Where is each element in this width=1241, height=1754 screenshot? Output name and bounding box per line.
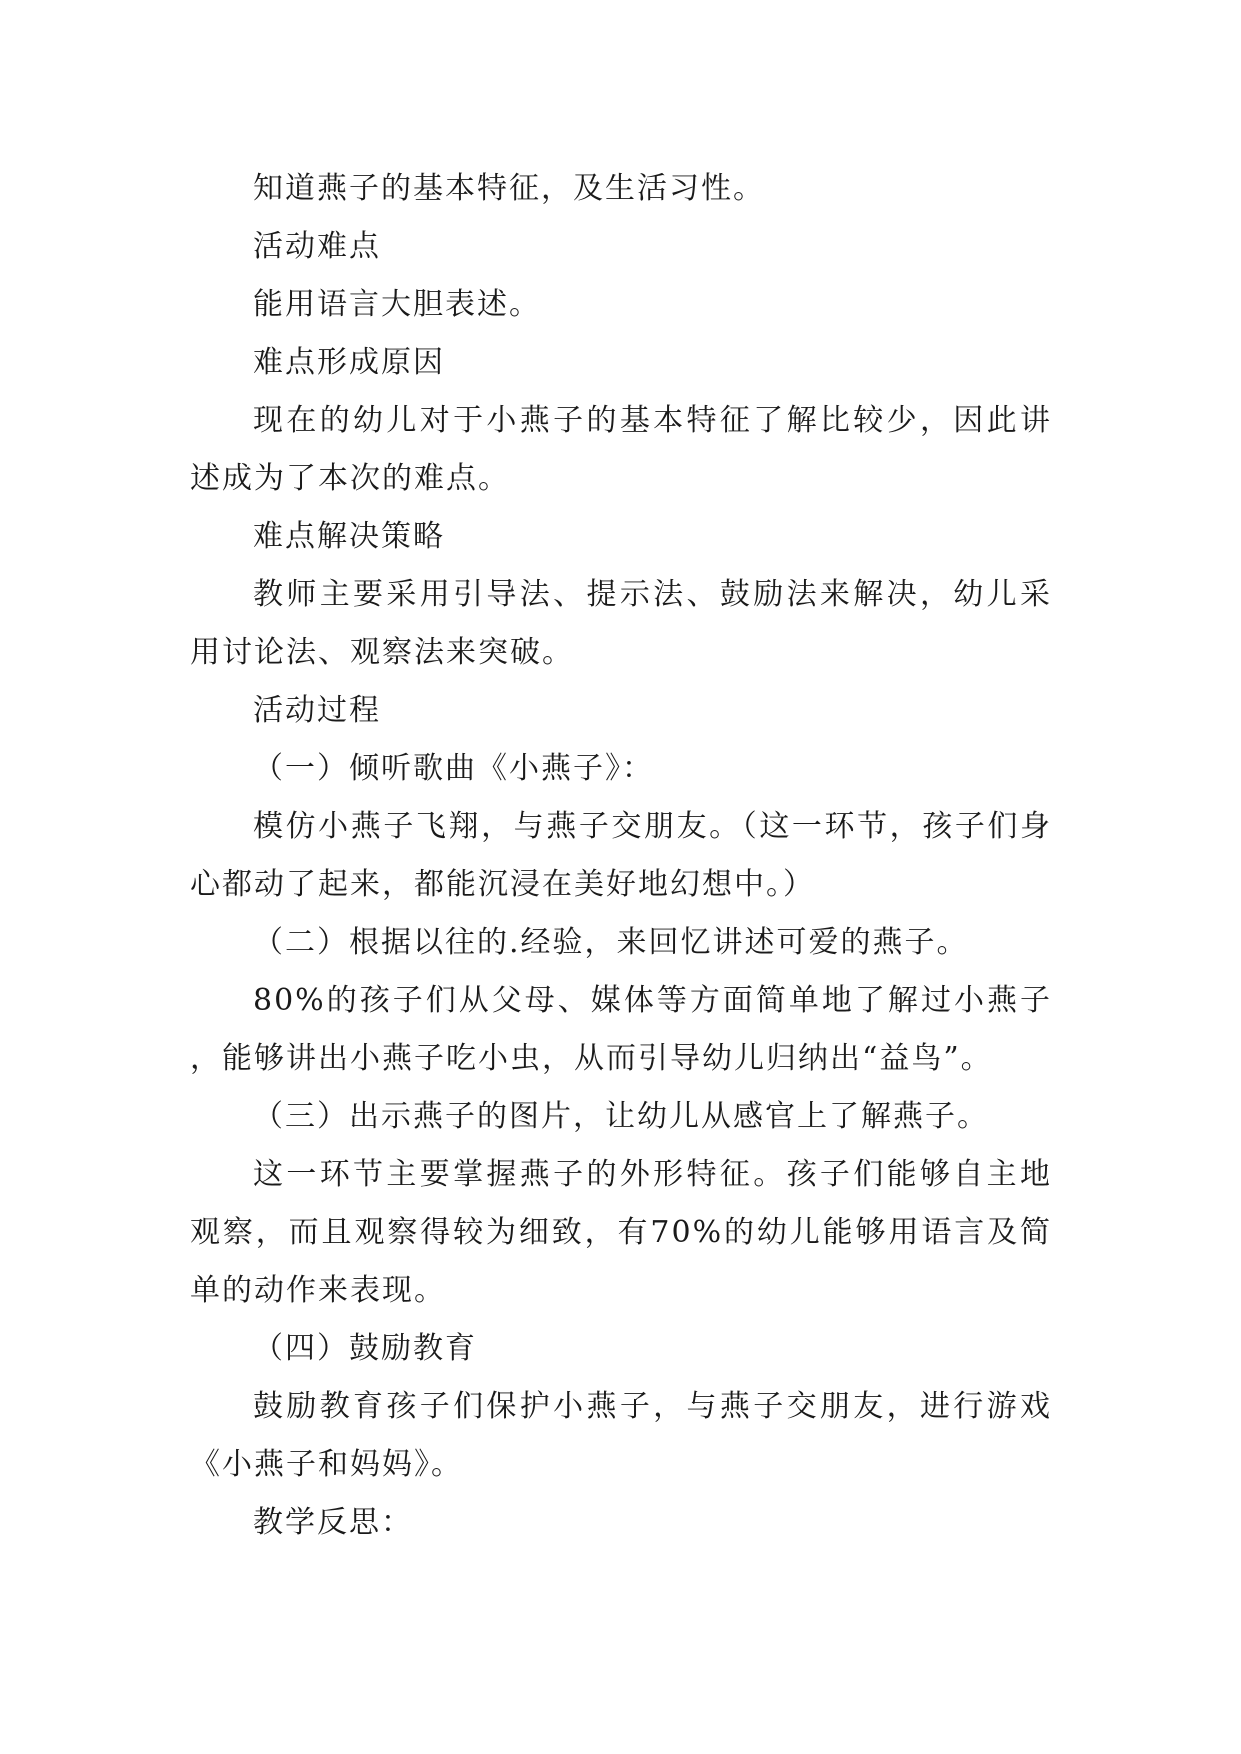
heading-solution-strategy: 难点解决策略 <box>253 519 445 554</box>
step-four-heading: （四）鼓励教育 <box>253 1331 477 1366</box>
step-two-text: 80%的孩子们从父母、媒体等方面简单地了解过小燕子，能够讲出小燕子吃小虫，从而引导幼儿归纳出“益鸟”。 <box>190 983 1052 1076</box>
step-one-heading: （一）倾听歌曲《小燕子》： <box>253 751 654 786</box>
document-body <box>190 160 1052 1552</box>
paragraph-characteristics: 知道燕子的基本特征，及生活习性。 <box>253 171 765 206</box>
step-two-heading: （二）根据以往的.经验，来回忆讲述可爱的燕子。 <box>253 925 969 960</box>
step-three-heading: （三）出示燕子的图片，让幼儿从感官上了解燕子。 <box>253 1099 989 1134</box>
paragraph-difficulty: 能用语言大胆表述。 <box>253 287 541 322</box>
heading-teaching-reflection: 教学反思： <box>253 1505 413 1540</box>
heading-difficulty-cause: 难点形成原因 <box>253 345 445 380</box>
step-one-text: 模仿小燕子飞翔，与燕子交朋友。（这一环节，孩子们身心都动了起来，都能沉浸在美好地幻想中。） <box>190 809 1052 902</box>
paragraph-solution-strategy: 教师主要采用引导法、提示法、鼓励法来解决，幼儿采用讨论法、观察法来突破。 <box>190 577 1052 670</box>
heading-activity-difficulty: 活动难点 <box>253 229 381 264</box>
heading-activity-process: 活动过程 <box>253 693 381 728</box>
step-four-text: 鼓励教育孩子们保护小燕子，与燕子交朋友，进行游戏《小燕子和妈妈》。 <box>190 1389 1052 1482</box>
paragraph-difficulty-cause: 现在的幼儿对于小燕子的基本特征了解比较少，因此讲述成为了本次的难点。 <box>190 403 1052 496</box>
step-three-text: 这一环节主要掌握燕子的外形特征。孩子们能够自主地观察，而且观察得较为细致，有70%的幼儿能够用语言及简单的动作来表现。 <box>190 1157 1052 1308</box>
